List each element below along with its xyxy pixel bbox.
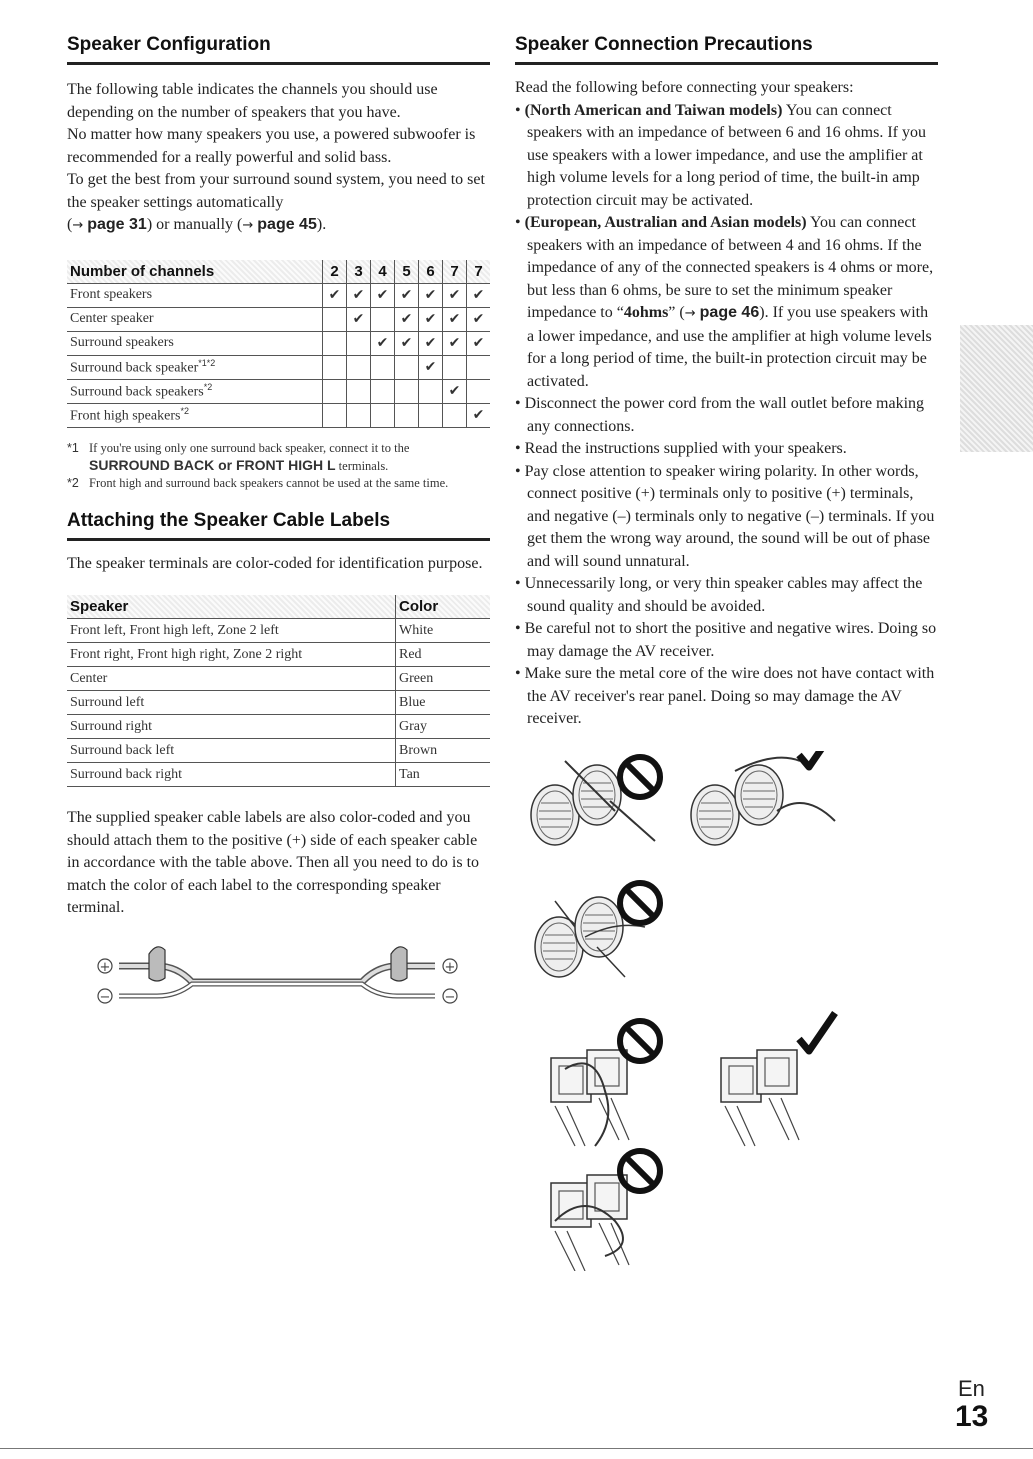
minus-sign-left: − [99,989,111,1005]
page-ref-46[interactable]: page 46 [699,304,760,321]
check-icon [323,355,347,379]
row-label: Center speaker [67,307,323,331]
bottom-rule [0,1448,1033,1449]
cable-labels-paragraph-2: The supplied speaker cable labels are also color-coded and you should attach them to the positive (+) side of each speaker cable in accordance with the table above. Then all you need to do is to match the color of each label to the corresponding speaker terminal. [67,809,480,916]
config-paragraph-1: The following table indicates the channels you should use depending on the number of speakers that you have. [67,81,438,121]
footnote-2: *2 Front high and surround back speakers cannot be used at the same time. [67,475,449,490]
list-item: • Pay close attention to speaker wiring polarity. In other words, connect positive (+) terminals only to positive (+) terminals, and negative (–) terminals only to negative (–) terminals. If you get them the wrong way around, the sound will be out of phase and will sound unnatural. [515,462,935,570]
check-icon: ✔ [419,283,443,307]
check-icon [443,403,467,427]
check-icon [419,379,443,403]
row-label: Front speakers [67,283,323,307]
check-icon: ✔ [371,331,395,355]
section-tab [960,325,1033,452]
arrow-icon: → [242,218,254,233]
speaker-cable-illustration [67,934,490,1024]
arrow-icon: → [684,306,696,321]
right-column [515,34,938,1271]
config-paragraph-3: To get the best from your surround sound system, you need to set the speaker settings automatically (→ page 31) or manually (→ page 45). [67,171,485,233]
config-paragraph-2: No matter how many speakers you use, a powered subwoofer is recommended for a really powerful and solid bass. [67,126,476,166]
check-icon [371,379,395,403]
check-icon: ✔ [419,355,443,379]
table-row: Front right, Front high right, Zone 2 right Red [67,643,490,667]
check-icon: ✔ [395,283,419,307]
table-row: Surround back left Brown [67,739,490,763]
check-icon: ✔ [419,307,443,331]
table-row [67,403,490,427]
check-icon: ✔ [419,331,443,355]
check-icon [467,355,491,379]
channel-count-7a: 7 [443,260,467,284]
check-icon [347,355,371,379]
row-label: Front high speakers$^{*2}$ [67,403,323,427]
check-icon [323,403,347,427]
table-row [67,283,490,307]
check-icon: ✔ [323,283,347,307]
table-row [67,307,490,331]
check-icon [347,403,371,427]
precautions-intro: Read the following before connecting your speakers: [515,79,854,96]
table-row: Center Green [67,667,490,691]
check-icon [347,379,371,403]
plus-sign-right: + [444,959,456,975]
bad-wiring-illustration-3 [551,1021,660,1146]
channels-table [67,260,490,428]
table-row [67,355,490,379]
bad-wiring-illustration-2 [535,883,660,977]
cable-labels-heading: Attaching the Speaker Cable Labels [67,510,490,541]
good-wiring-illustration-1 [691,751,835,845]
check-icon: ✔ [443,331,467,355]
check-icon: ✔ [443,379,467,403]
left-column [67,34,490,1024]
list-item: • Make sure the metal core of the wire does not have contact with the AV receiver's rear panel. Doing so may damage the AV receiver. [515,665,935,727]
channel-count-7b: 7 [467,260,491,284]
channel-count-3: 3 [347,260,371,284]
precautions-list [515,100,938,731]
check-icon: ✔ [371,283,395,307]
channel-count-4: 4 [371,260,395,284]
check-icon: ✔ [467,331,491,355]
check-icon [323,307,347,331]
arrow-icon: → [72,218,84,233]
channels-header-label: Number of channels [70,262,215,280]
check-icon [467,379,491,403]
list-item: • Unnecessarily long, or very thin speaker cables may affect the sound quality and should be avoided. [515,575,923,615]
table-row: Surround left Blue [67,691,490,715]
row-label: Surround back speakers$^{*2}$ [67,379,323,403]
list-item: • (European, Australian and Asian models) You can connect speakers with an impedance of between 4 and 16 ohms. If the impedance of any of the connected speakers is 4 ohms or more, but less than 6 ohms, be sure to set the minimum speaker impedance to “4ohms” (→ page 46). If you use speakers with a lower impedance, and use the amplifier at high volume levels for a long period of time, the built-in protection circuit may be activated. [515,214,934,390]
check-icon [371,355,395,379]
page-ref-45[interactable]: page 45 [257,216,317,233]
table-row [67,331,490,355]
check-icon: ✔ [467,307,491,331]
check-icon [443,355,467,379]
check-icon: ✔ [467,283,491,307]
speaker-configuration-heading: Speaker Configuration [67,34,490,65]
row-label: Surround speakers [67,331,323,355]
list-item: • Disconnect the power cord from the wall outlet before making any connections. [515,395,925,435]
channels-table-header [67,260,490,284]
wiring-illustrations [515,751,938,1271]
color-column-header: Color [396,595,491,619]
table-row: Surround back right Tan [67,763,490,787]
page-number: 13 [955,1400,989,1433]
bad-wiring-illustration-4 [551,1151,660,1271]
page-ref-31[interactable]: page 31 [87,216,147,233]
check-icon: ✔ [347,307,371,331]
check-icon: ✔ [347,283,371,307]
good-wiring-illustration-2 [721,1013,835,1146]
check-icon: ✔ [467,403,491,427]
color-table-header [67,595,490,619]
channel-count-2: 2 [323,260,347,284]
plus-sign-left: + [99,959,111,975]
list-item: • Read the instructions supplied with your speakers. [515,440,847,457]
bad-wiring-illustration-1 [531,757,660,845]
check-icon [371,307,395,331]
cable-labels-paragraph-1: The speaker terminals are color-coded for identification purpose. [67,554,483,572]
list-item: • (North American and Taiwan models) You can connect speakers with an impedance of between 6 and 16 ohms. If you use speakers with a lower impedance, and use the amplifier at high volume levels for a long period of time, the built-in amp protection circuit may be activated. [515,101,926,209]
footnotes [67,440,490,492]
check-icon: ✔ [443,283,467,307]
precautions-heading: Speaker Connection Precautions [515,34,938,65]
check-icon: ✔ [443,307,467,331]
table-row [67,379,490,403]
channel-count-6: 6 [419,260,443,284]
minus-sign-right: − [444,989,456,1005]
check-icon [323,379,347,403]
check-icon [371,403,395,427]
table-row: Front left, Front high left, Zone 2 left White [67,619,490,643]
channel-count-5: 5 [395,260,419,284]
page-language: En [958,1376,985,1401]
check-icon [323,331,347,355]
speaker-column-header: Speaker [70,598,129,615]
check-icon [395,355,419,379]
check-icon: ✔ [395,331,419,355]
check-icon [395,403,419,427]
color-table [67,595,490,787]
table-row: Surround right Gray [67,715,490,739]
check-icon [347,331,371,355]
list-item: • Be careful not to short the positive and negative wires. Doing so may damage the AV receiver. [515,620,937,660]
check-icon: ✔ [395,307,419,331]
footnote-1: *1 If you're using only one surround back speaker, connect it to the SURROUND BACK or FRONT HIGH L terminals. [67,440,410,473]
check-icon [419,403,443,427]
check-icon [395,379,419,403]
row-label: Surround back speaker$^{*1*2}$ [67,355,323,379]
